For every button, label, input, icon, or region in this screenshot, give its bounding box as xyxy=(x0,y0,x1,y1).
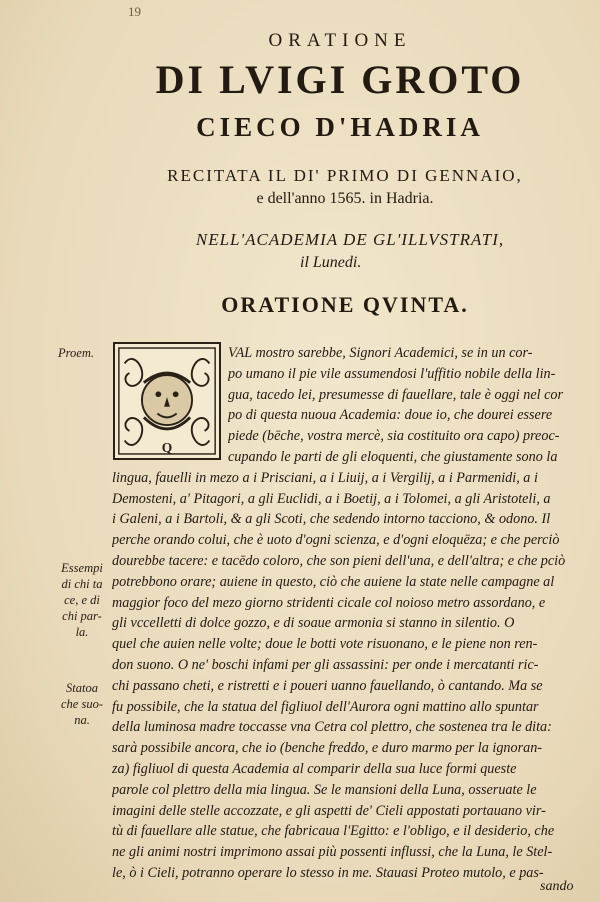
header-author-epithet: CIECO D'HADRIA xyxy=(196,112,484,142)
margin-note-essempi xyxy=(55,560,109,640)
margin-text: na. xyxy=(74,713,90,727)
margin-text: ce, e di xyxy=(64,593,100,607)
body-line: fu possibile, che la statua del figliuol dell'Aurora ogni mattino allo spuntar xyxy=(112,698,539,715)
margin-text: di chi ta xyxy=(61,577,103,591)
body-line: perche orando colui, che è uoto d'ogni scienza, e d'ogni eloquēza; e che perciò xyxy=(112,532,560,549)
body-line: dourebbe tacere: e tacēdo coloro, che son pieni dell'una, e dell'altra; e che pciò xyxy=(112,553,566,569)
body-line: ne gli animi nostri imprimono assai più possenti influssi, che la Luna, le Stel- xyxy=(112,844,553,861)
header-oratione: ORATIONE xyxy=(268,30,412,51)
body-line: po di questa nuoua Academia: doue io, che dourei essere xyxy=(228,407,553,424)
body-line: le, ò i Cieli, potranno operare lo stesso in me. Stauasi Proteo mutolo, e pas- xyxy=(112,865,544,881)
body-line: gua, tacedo lei, presumesse di fauellare, tale è oggi nel cor xyxy=(228,386,564,403)
catchword: sando xyxy=(540,879,574,894)
body-line: tù di fauellare alle statue, che fabricaua l'Egitto: e l'obligo, e il desiderio, che xyxy=(112,823,555,840)
body-line: maggior foco del mezo giorno stridenti cicale col noioso metro assordano, e xyxy=(112,594,546,611)
margin-text: Statoa xyxy=(66,681,98,695)
margin-note-statoa xyxy=(55,680,109,728)
body-line: imagini delle stelle accozzate, e gli aspetti de' Cieli appostati portauano vir- xyxy=(112,802,546,819)
ornament-face-icon xyxy=(115,344,219,458)
page-number: 19 xyxy=(128,4,141,19)
academia-day: il Lunedi. xyxy=(300,254,362,271)
academia-line: NELL'ACADEMIA DE GL'ILLVSTRATI, xyxy=(195,230,505,249)
body-line: VAL mostro sarebbe, Signori Academici, se in un cor- xyxy=(228,345,533,361)
body-line: gli vccelletti di dolce gozzo, e di soaue armonia si stanno in silentio. O xyxy=(112,615,515,632)
anno-line: e dell'anno 1565. in Hadria. xyxy=(256,190,434,207)
margin-text: che suo- xyxy=(61,697,103,711)
body-line: piede (bēche, vostra mercè, sia costituito ora capo) preoc- xyxy=(228,428,560,445)
body-line: potrebbono orare; auiene in questo, ciò che auiene la state nelle campagne al xyxy=(112,573,555,590)
body-line: quel che auien nelle volte; doue le botti vote risuonano, e le piene non ren- xyxy=(112,636,538,653)
header-author-name: DI LVIGI GROTO xyxy=(155,57,525,102)
body-line: della luminosa madre toccasse vna Cetra col plettro, che sostenea tra le dita: xyxy=(112,719,552,736)
margin-text: Proem. xyxy=(58,346,94,360)
margin-text: Essempi xyxy=(61,561,103,575)
body-line: chi passano cheti, e ristretti e i poueri uanno fauellando, ò cantando. Ma se xyxy=(112,677,543,694)
body-line: cupando le parti de gli eloquenti, che giustamente sono la xyxy=(228,449,558,465)
oration-title: ORATIONE QVINTA. xyxy=(221,292,469,317)
recitata-line: RECITATA IL DI' PRIMO DI GENNAIO, xyxy=(167,166,523,185)
decorated-initial xyxy=(113,342,221,460)
margin-note-proem xyxy=(58,345,94,361)
body-line: Demosteni, a' Pitagori, a gli Euclidi, a i Boetij, a i Tolomei, a gli Aristoteli, a xyxy=(112,490,551,507)
margin-text: la. xyxy=(75,625,89,639)
body-line: za) figliuol di questa Academia al comparir della sua luce formi queste xyxy=(112,761,517,777)
initial-letter: Q xyxy=(161,440,173,456)
body-line: lingua, fauelli in mezo a i Prisciani, a i Liuij, a i Vergilij, a i Parmenidi, a i xyxy=(112,469,538,486)
body-line: sarà possibile ancora, che io (benche freddo, e duro marmo per la ignoran- xyxy=(112,740,543,757)
body-line: po umano il pie vile assumendosi l'uffitio nobile della lin- xyxy=(228,365,556,382)
margin-text: chi par- xyxy=(62,609,102,623)
body-line: don suono. O ne' boschi infami per gli assassini: per onde i mercatanti ric- xyxy=(112,657,539,673)
body-line: i Galeni, a i Bartoli, & a gli Scoti, che sedendo intorno tacciono, & odono. Il xyxy=(112,511,551,528)
body-line: parole col plettro della mia lingua. Se le mansioni della Luna, osseruate le xyxy=(112,781,537,798)
